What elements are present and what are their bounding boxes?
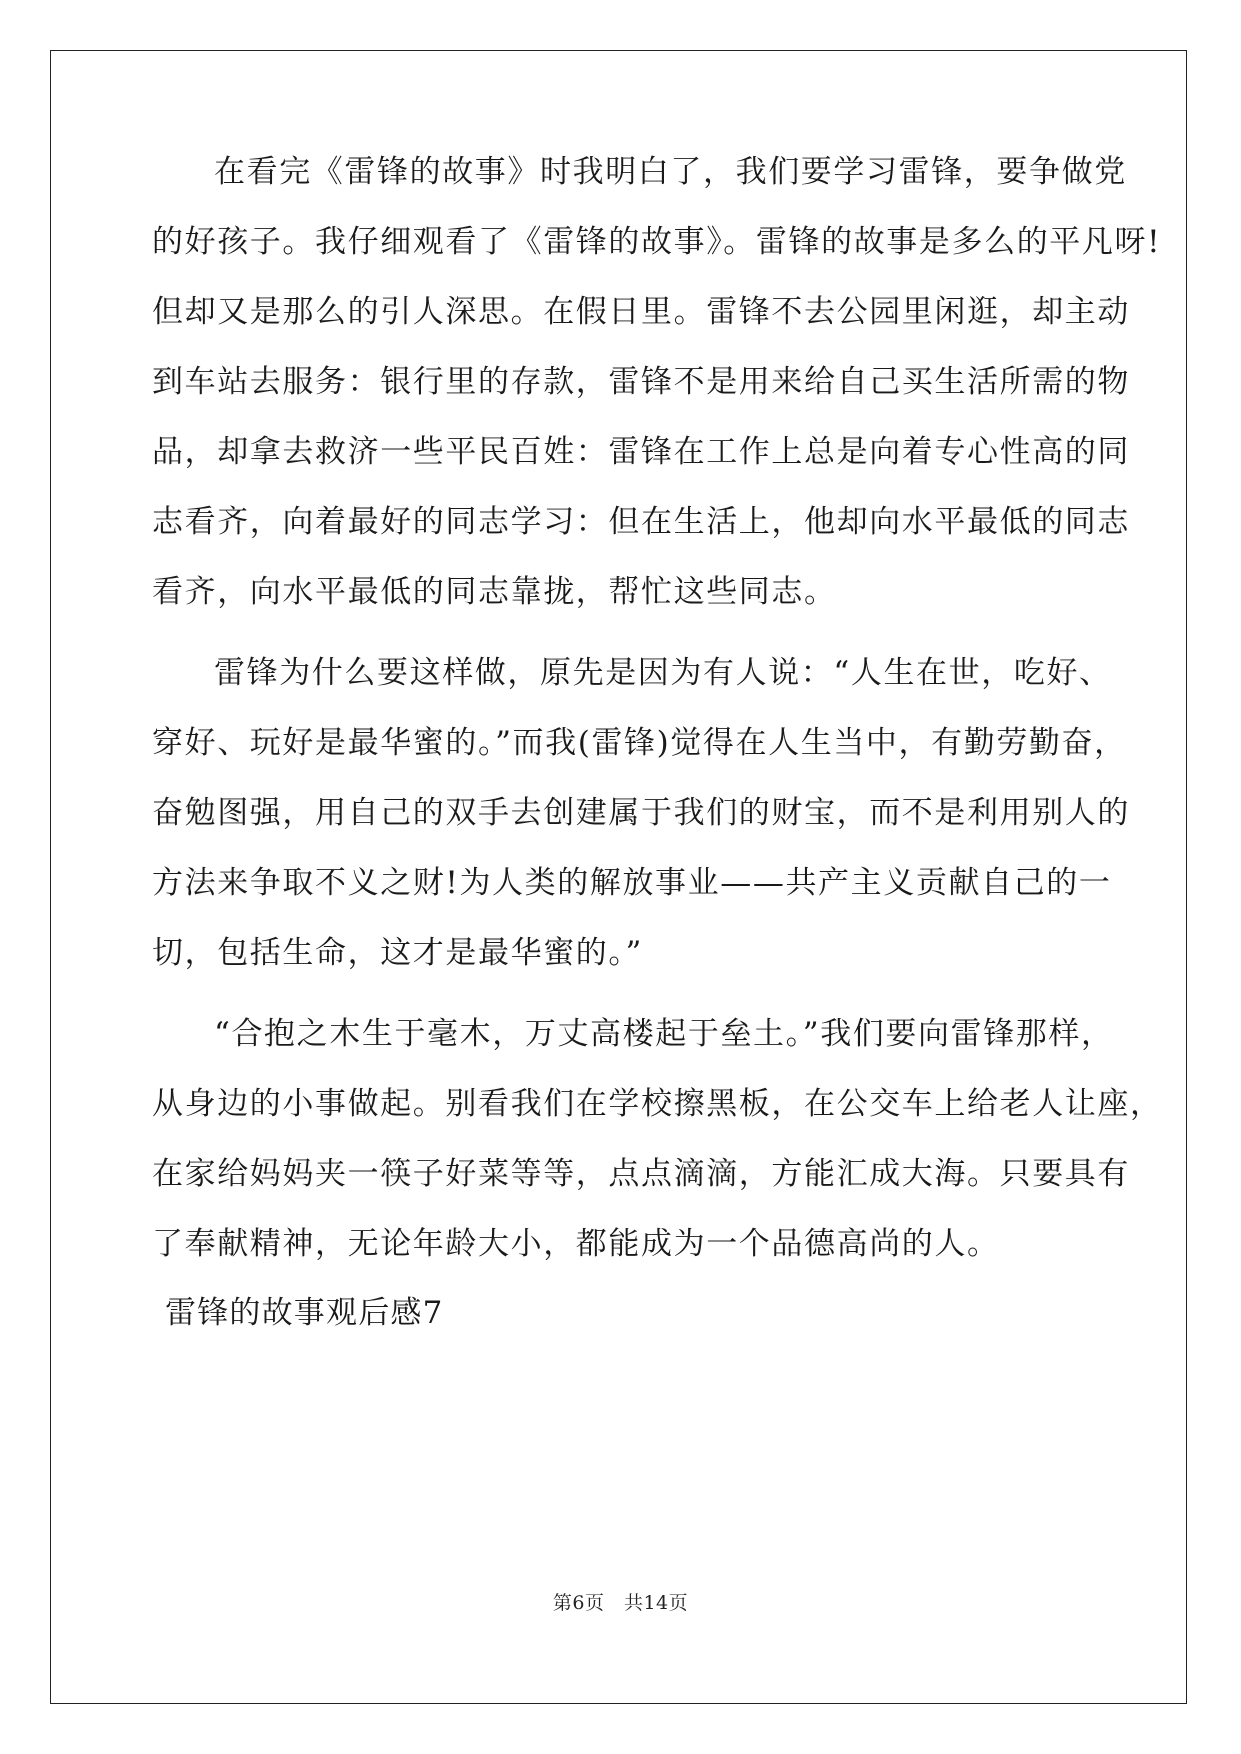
paragraph-line: 但却又是那么的引人深思。在假日里。雷锋不去公园里闲逛，却主动: [152, 294, 1130, 330]
paragraph-line: 奋勉图强，用自己的双手去创建属于我们的财宝，而不是利用别人的: [152, 795, 1130, 831]
paragraph-line: 品，却拿去救济一些平民百姓：雷锋在工作上总是向着专心性高的同: [152, 434, 1130, 470]
paragraph-line: 在看完《雷锋的故事》时我明白了，我们要学习雷锋，要争做党: [214, 154, 1127, 190]
paragraph-line: 了奉献精神，无论年龄大小，都能成为一个品德高尚的人。: [152, 1226, 1000, 1262]
page-number-footer: 第6页 共14页: [552, 1592, 689, 1614]
paragraph-line: 方法来争取不义之财!为人类的解放事业——共产主义贡献自己的一: [152, 865, 1112, 901]
paragraph-line: “合抱之木生于毫木，万丈高楼起于垒土。”我们要向雷锋那样，: [214, 1016, 1114, 1052]
paragraph-line: 雷锋为什么要这样做，原先是因为有人说：“人生在世，吃好、: [214, 655, 1112, 691]
section-title: 雷锋的故事观后感7: [165, 1295, 444, 1331]
paragraph-line: 穿好、玩好是最华蜜的。”而我(雷锋)觉得在人生当中，有勤劳勤奋，: [152, 725, 1127, 761]
paragraph-line: 志看齐，向着最好的同志学习：但在生活上，他却向水平最低的同志: [152, 504, 1130, 540]
paragraph-line: 到车站去服务：银行里的存款，雷锋不是用来给自己买生活所需的物: [152, 364, 1130, 400]
paragraph-line: 的好孩子。我仔细观看了《雷锋的故事》。雷锋的故事是多么的平凡呀!: [152, 224, 1162, 260]
paragraph-line: 在家给妈妈夹一筷子好菜等等，点点滴滴，方能汇成大海。只要具有: [152, 1156, 1130, 1192]
paragraph-line: 看齐，向水平最低的同志靠拢，帮忙这些同志。: [152, 574, 837, 610]
paragraph-line: 从身边的小事做起。别看我们在学校擦黑板，在公交车上给老人让座，: [152, 1086, 1163, 1122]
paragraph-line: 切，包括生命，这才是最华蜜的。”: [152, 935, 643, 971]
